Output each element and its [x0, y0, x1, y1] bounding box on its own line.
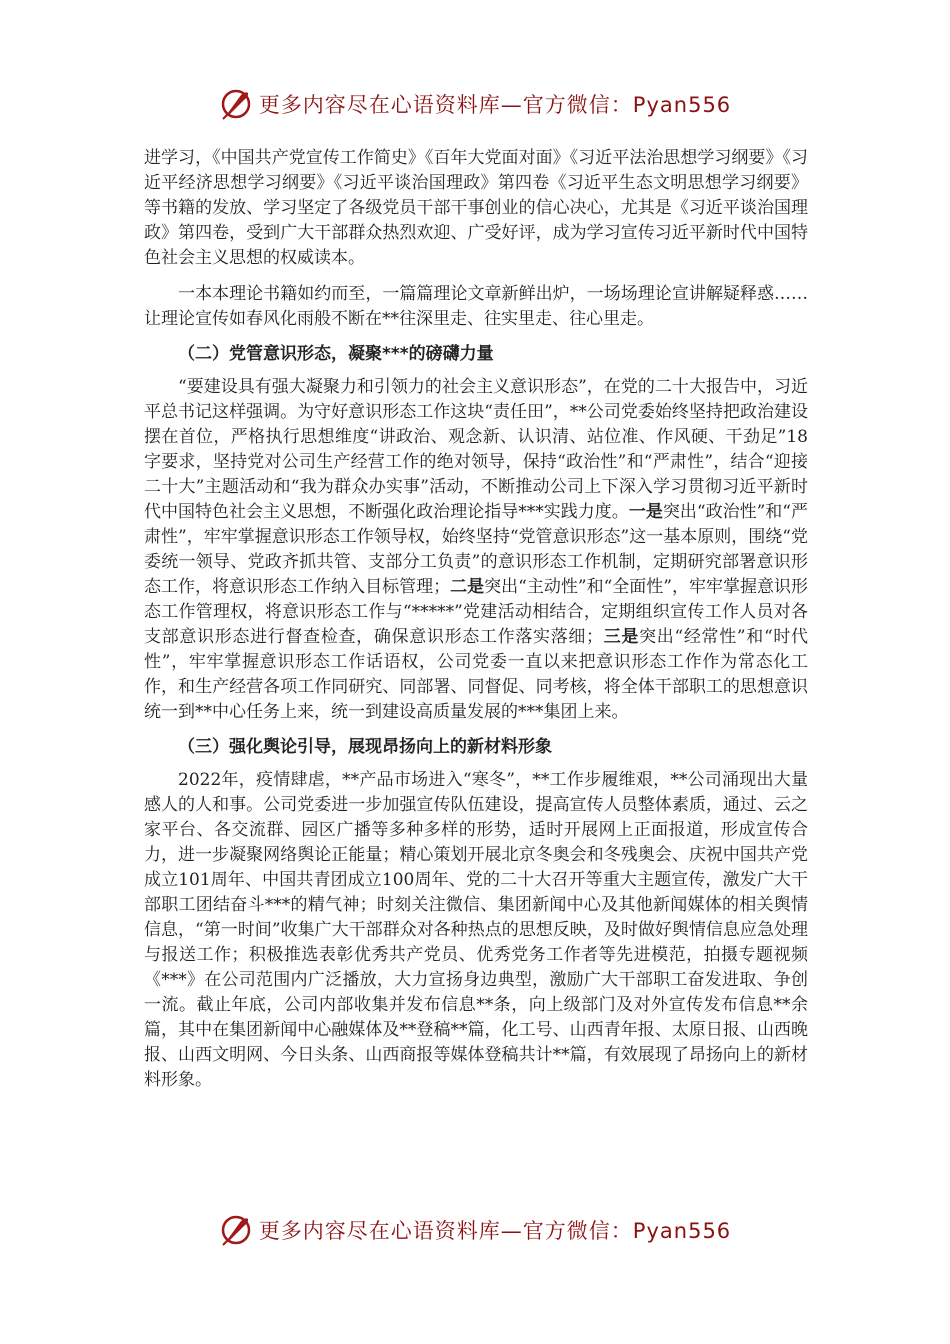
quill-logo-icon	[219, 87, 253, 121]
bold-third: 三是	[603, 627, 640, 647]
header-banner-text: 更多内容尽在心语资料库—官方微信：Pyan556	[258, 93, 732, 117]
paragraph-ideology-part-d: 突出“经常性”和“时代性”，牢牢掌握意识形态工作话语权，公司党委一直以来把意识形态工作作为常态化工作，和生产经营各项工作同研究、同部署、同督促、同考核，将全体干部职工的思想意识统一到**中心任务上来，统一到建设高质量发展的***集团上来。	[144, 627, 809, 722]
section-heading-2: （二）党管意识形态，凝聚***的磅礴力量	[178, 344, 494, 364]
header-banner	[0, 84, 950, 124]
footer-banner-text: 更多内容尽在心语资料库—官方微信：Pyan556	[258, 1219, 732, 1243]
paragraph-continued: 进学习，《中国共产党宣传工作简史》《百年大党面对面》《习近平法治思想学习纲要》《习近平经济思想学习纲要》《习近平谈治国理政》第四卷《习近平生态文明思想学习纲要》等书籍的发放、学习坚定了各级党员干部干事创业的信心决心，尤其是《习近平谈治国理政》第四卷，受到广大干部群众热烈欢迎、广受好评，成为学习宣传习近平新时代中国特色社会主义思想的权威读本。	[144, 148, 808, 268]
paragraph-opinion: 2022年，疫情肆虐，**产品市场进入“寒冬”，**工作步履维艰，**公司涌现出大量感人的人和事。公司党委进一步加强宣传队伍建设，提高宣传人员整体素质，通过、云之家平台、各交流群、园区广播等多种多样的形势，适时开展网上正面报道，形成宣传合力，进一步凝聚网络舆论正能量；精心策划开展北京冬奥会和冬残奥会、庆祝中国共产党成立101周年、中国共青团成立100周年、党的二十大召开等重大主题宣传，激发广大干部职工团结奋斗***的精气神；时刻关注微信、集团新闻中心及其他新闻媒体的相关舆情信息，“第一时间”收集广大干部群众对各种热点的思想反映，及时做好舆情信息应急处理与报送工作；积极推选表彰优秀共产党员、优秀党务工作者等先进模范，拍摄专题视频《***》在公司范围内广泛播放，大力宣扬身边典型，激励广大干部职工奋发进取、争创一流。截止年底，公司内部收集并发布信息**条，向上级部门及对外宣传发布信息**余篇，其中在集团新闻中心融媒体及**登稿**篇，化工号、山西青年报、太原日报、山西晚报、山西文明网、今日头条、山西商报等媒体登稿共计**篇，有效展现了昂扬向上的新材料形象。	[144, 770, 808, 1090]
paragraph-theory: 一本本理论书籍如约而至，一篇篇理论文章新鲜出炉，一场场理论宣讲解疑释惑……让理论宣传如春风化雨般不断在**往深里走、往实里走、往心里走。	[144, 284, 808, 329]
paragraph-ideology-part-c: 突出“主动性”和“全面性”，牢牢掌握意识形态工作管理权，将意识形态工作与“*****”党建活动相结合，定期组织宣传工作人员对各支部意识形态进行督查检查，确保意识形态工作落实落细；	[144, 577, 809, 647]
bold-second: 二是	[450, 577, 485, 597]
document-body	[144, 146, 808, 1093]
paragraph-ideology-part-b: 突出“政治性”和“严肃性”，牢牢掌握意识形态工作领导权，始终坚持“党管意识形态”这一基本原则，围绕“党委统一领导、党政齐抓共管、支部分工负责”的意识形态工作机制，定期研究部署意识形态工作，将意识形态工作纳入目标管理；	[144, 502, 809, 597]
paragraph-ideology	[144, 375, 808, 725]
paragraph-ideology-part-a: “要建设具有强大凝聚力和引领力的社会主义意识形态”，在党的二十大报告中，习近平总书记这样强调。为守好意识形态工作这块“责任田”，**公司党委始终坚持把政治建设摆在首位，严格执行思想维度“讲政治、观念新、认识清、站位准、作风硬、干劲足”18字要求，坚持党对公司生产经营工作的绝对领导，保持“政治性”和“严肃性”，结合“迎接二十大”主题活动和“我为群众办实事”活动，不断推动公司上下深入学习贯彻习近平新时代中国特色社会主义思想，不断强化政治理论指导***实践力度。	[144, 377, 808, 522]
bold-first: 一是	[628, 502, 663, 522]
quill-logo-icon	[219, 1213, 253, 1247]
section-heading-3: （三）强化舆论引导，展现昂扬向上的新材料形象	[178, 737, 552, 757]
footer-banner	[0, 1210, 950, 1250]
